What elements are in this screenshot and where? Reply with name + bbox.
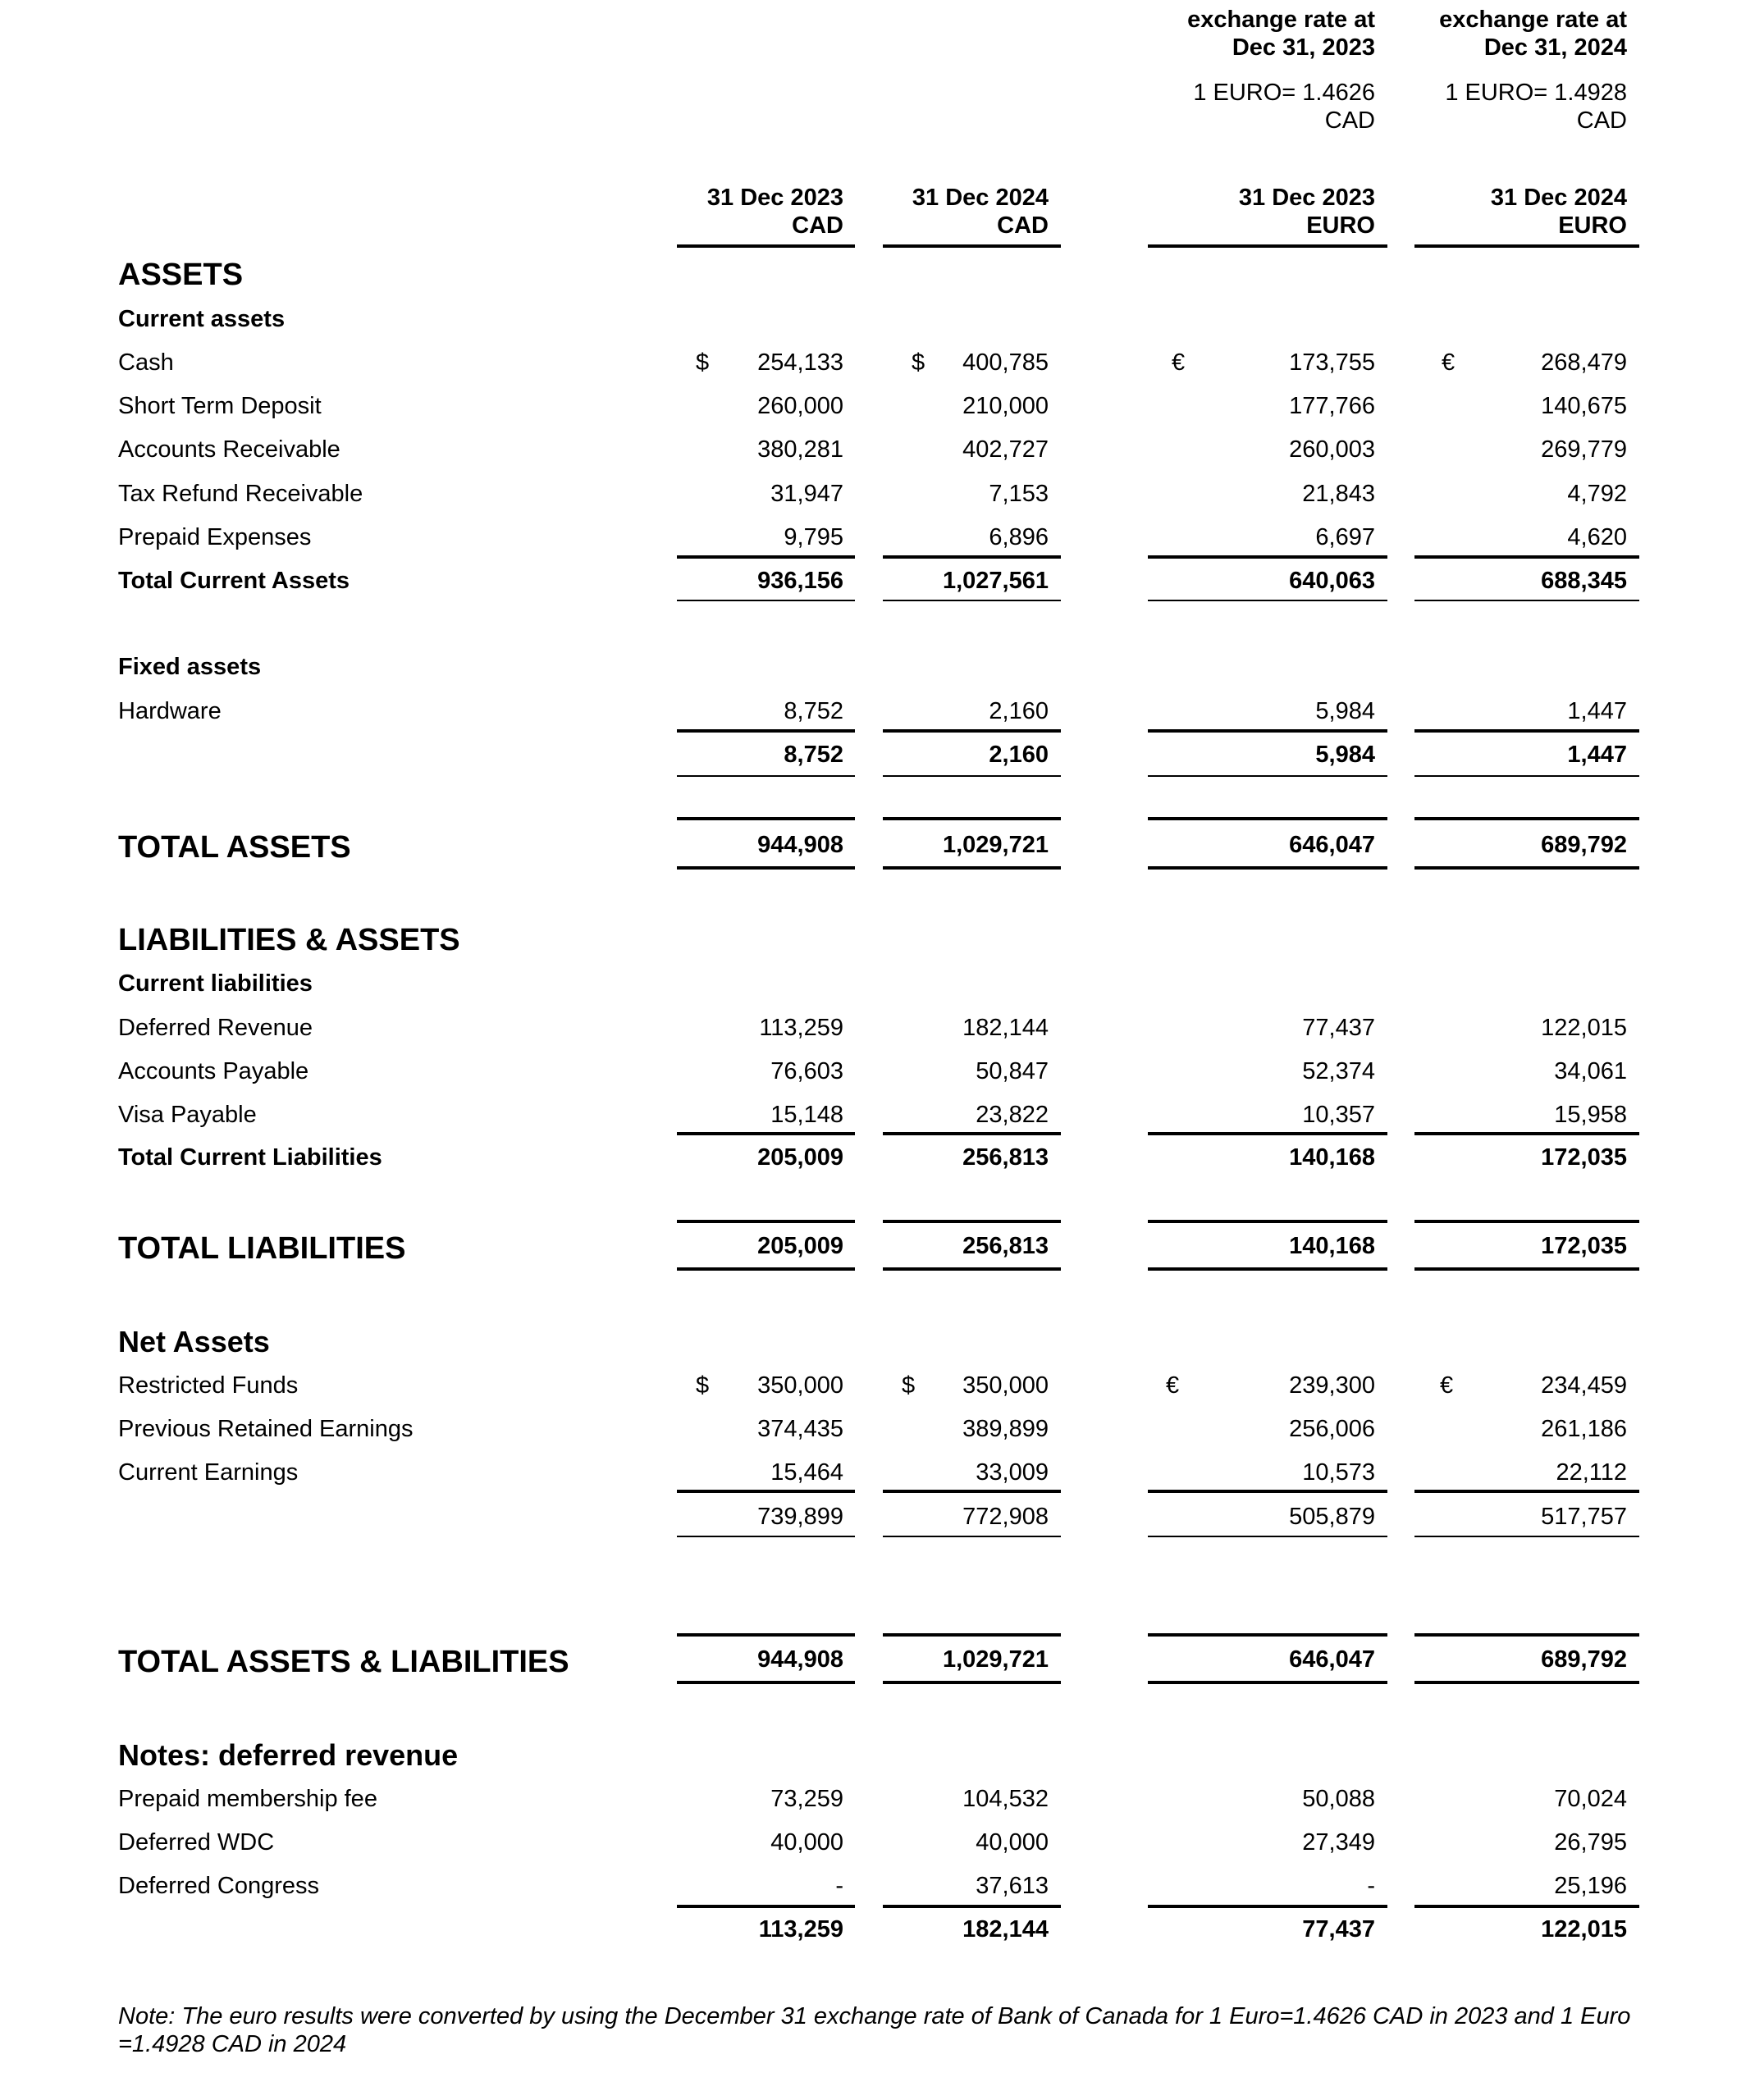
row-label-accounts-payable: Accounts Payable	[118, 1058, 309, 1084]
row-label-prepaid-expenses: Prepaid Expenses	[118, 524, 312, 550]
exchange-rate-title-line2: Dec 31, 2023	[1232, 34, 1375, 61]
cell-value: 239,300	[1289, 1372, 1375, 1399]
total-rule	[1148, 1536, 1387, 1537]
subtotal-rule	[883, 729, 1061, 733]
header-rule	[677, 244, 855, 248]
header-rule	[883, 244, 1061, 248]
current-assets-heading: Current assets	[118, 306, 286, 332]
total-value: 140,168	[1289, 1233, 1375, 1259]
total-rule	[883, 1536, 1061, 1537]
cell-value: 261,186	[1541, 1416, 1627, 1442]
cell-value: 402,727	[962, 436, 1049, 463]
cell-value: -	[835, 1873, 843, 1899]
footnote: Note: The euro results were converted by using the December 31 exchange rate of Bank of Canada for 1 Euro=1.4626 CAD in 2023 and 1 Euro =1.4928 CAD in 2024	[118, 2003, 1631, 2057]
exchange-rate-title-line1: exchange rate at	[1439, 7, 1627, 33]
cell-value: 76,603	[770, 1058, 843, 1084]
total-value: 1,027,561	[942, 568, 1049, 594]
grand-total-rule	[883, 1633, 1061, 1637]
total-value: 172,035	[1541, 1233, 1627, 1259]
dollar-symbol: $	[902, 1372, 916, 1399]
column-header-currency: CAD	[997, 212, 1049, 239]
row-label-cash: Cash	[118, 349, 174, 376]
row-label-deferred-revenue: Deferred Revenue	[118, 1015, 313, 1041]
cell-value: 173,755	[1289, 349, 1375, 376]
subtotal-rule	[1414, 555, 1639, 559]
cell-value: 52,374	[1302, 1058, 1375, 1084]
current-liabilities-heading: Current liabilities	[118, 970, 313, 997]
subtotal-rule	[677, 1490, 855, 1493]
total-value: 944,908	[757, 832, 843, 858]
subtotal-rule	[1414, 1490, 1639, 1493]
cell-value: 177,766	[1289, 393, 1375, 419]
subtotal-rule	[883, 1132, 1061, 1135]
total-assets-liabilities-label: TOTAL ASSETS & LIABILITIES	[118, 1645, 569, 1679]
total-value: 1,447	[1567, 742, 1627, 768]
total-value: 505,879	[1289, 1504, 1375, 1530]
grand-total-rule	[677, 866, 855, 870]
total-value: 772,908	[962, 1504, 1049, 1530]
cell-value: 268,479	[1541, 349, 1627, 376]
column-header-currency: EURO	[1558, 212, 1627, 239]
dollar-symbol: $	[696, 1372, 710, 1399]
total-value: 688,345	[1541, 568, 1627, 594]
total-value: 77,437	[1302, 1916, 1375, 1942]
cell-value: 182,144	[962, 1015, 1049, 1041]
row-label-tax-refund-receivable: Tax Refund Receivable	[118, 481, 363, 507]
total-assets-label: TOTAL ASSETS	[118, 830, 351, 865]
total-value: 256,813	[962, 1233, 1049, 1259]
subtotal-rule	[677, 1132, 855, 1135]
euro-symbol: €	[1172, 349, 1186, 376]
cell-value: 10,357	[1302, 1102, 1375, 1128]
column-header-date: 31 Dec 2024	[912, 185, 1049, 211]
cell-value: 4,620	[1567, 524, 1627, 550]
grand-total-rule	[1414, 1220, 1639, 1223]
row-label-hardware: Hardware	[118, 698, 222, 724]
cell-value: 23,822	[976, 1102, 1049, 1128]
subtotal-rule	[883, 1905, 1061, 1908]
euro-symbol: €	[1166, 1372, 1180, 1399]
euro-symbol: €	[1440, 1372, 1454, 1399]
grand-total-rule	[883, 866, 1061, 870]
grand-total-rule	[1148, 1633, 1387, 1637]
grand-total-rule	[883, 1267, 1061, 1271]
subtotal-rule	[1414, 1132, 1639, 1135]
total-value: 205,009	[757, 1144, 843, 1171]
grand-total-rule	[1414, 866, 1639, 870]
grand-total-rule	[1414, 817, 1639, 820]
column-header-currency: CAD	[792, 212, 843, 239]
cell-value: 9,795	[784, 524, 843, 550]
cell-value: 374,435	[757, 1416, 843, 1442]
net-assets-heading: Net Assets	[118, 1325, 270, 1358]
fixed-assets-heading: Fixed assets	[118, 654, 262, 680]
total-rule	[677, 775, 855, 777]
cell-value: 8,752	[784, 698, 843, 724]
total-value: 944,908	[757, 1646, 843, 1673]
exchange-rate-value-line1: 1 EURO= 1.4928	[1445, 80, 1627, 106]
subtotal-rule	[677, 729, 855, 733]
assets-heading: ASSETS	[118, 258, 244, 292]
euro-symbol: €	[1442, 349, 1456, 376]
cell-value: 256,006	[1289, 1416, 1375, 1442]
total-rule	[1414, 1536, 1639, 1537]
dollar-symbol: $	[696, 349, 710, 376]
cell-value: 50,088	[1302, 1786, 1375, 1812]
cell-value: 350,000	[962, 1372, 1049, 1399]
cell-value: 4,792	[1567, 481, 1627, 507]
exchange-rate-2023-title	[1129, 6, 1375, 62]
exchange-rate-value-line1: 1 EURO= 1.4626	[1193, 80, 1375, 106]
total-value: 689,792	[1541, 832, 1627, 858]
exchange-rate-value-line2: CAD	[1324, 107, 1375, 134]
subtotal-rule	[1148, 729, 1387, 733]
total-rule	[883, 775, 1061, 777]
grand-total-rule	[1414, 1681, 1639, 1684]
grand-total-rule	[1148, 1267, 1387, 1271]
cell-value: 113,259	[759, 1015, 843, 1041]
row-label-total-current-assets: Total Current Assets	[118, 568, 350, 594]
total-value: 646,047	[1289, 832, 1375, 858]
exchange-rate-2023-value	[1129, 79, 1375, 135]
total-value: 172,035	[1541, 1144, 1627, 1171]
cell-value: 6,697	[1315, 524, 1375, 550]
grand-total-rule	[883, 1220, 1061, 1223]
cell-value: 389,899	[962, 1416, 1049, 1442]
cell-value: 269,779	[1541, 436, 1627, 463]
cell-value: 2,160	[989, 698, 1049, 724]
total-liabilities-label: TOTAL LIABILITIES	[118, 1231, 406, 1266]
total-value: 640,063	[1289, 568, 1375, 594]
cell-value: 33,009	[976, 1459, 1049, 1486]
cell-value: 73,259	[770, 1786, 843, 1812]
row-label-deferred-wdc: Deferred WDC	[118, 1829, 275, 1856]
total-rule	[1414, 775, 1639, 777]
cell-value: 15,958	[1554, 1102, 1627, 1128]
header-rule	[1414, 244, 1639, 248]
subtotal-rule	[677, 555, 855, 559]
exchange-rate-2024-title	[1381, 6, 1627, 62]
row-label-current-earnings: Current Earnings	[118, 1459, 299, 1486]
grand-total-rule	[677, 1267, 855, 1271]
cell-value: 40,000	[976, 1829, 1049, 1856]
column-header-euro-2024	[1381, 184, 1627, 240]
row-label-total-current-liabilities: Total Current Liabilities	[118, 1144, 382, 1171]
total-rule	[1148, 775, 1387, 777]
cell-value: 234,459	[1541, 1372, 1627, 1399]
total-value: 1,029,721	[942, 1646, 1049, 1673]
grand-total-rule	[1414, 1633, 1639, 1637]
deferred-revenue-notes-heading: Notes: deferred revenue	[118, 1738, 459, 1772]
cell-value: 27,349	[1302, 1829, 1375, 1856]
exchange-rate-value-line2: CAD	[1576, 107, 1627, 134]
subtotal-rule	[1148, 1132, 1387, 1135]
total-rule	[677, 1536, 855, 1537]
cell-value: 350,000	[757, 1372, 843, 1399]
total-rule	[883, 600, 1061, 601]
total-value: 739,899	[757, 1504, 843, 1530]
total-value: 1,029,721	[942, 832, 1049, 858]
grand-total-rule	[677, 1681, 855, 1684]
cell-value: 22,112	[1556, 1459, 1627, 1486]
total-value: 517,757	[1541, 1504, 1627, 1530]
column-header-currency: EURO	[1306, 212, 1375, 239]
cell-value: 34,061	[1554, 1058, 1627, 1084]
total-value: 5,984	[1315, 742, 1375, 768]
total-value: 122,015	[1541, 1916, 1627, 1942]
subtotal-rule	[1148, 1905, 1387, 1908]
cell-value: 6,896	[989, 524, 1049, 550]
grand-total-rule	[883, 1681, 1061, 1684]
column-header-cad-2024	[802, 184, 1049, 240]
cell-value: 140,675	[1541, 393, 1627, 419]
grand-total-rule	[1148, 866, 1387, 870]
cell-value: 254,133	[757, 349, 843, 376]
column-header-date: 31 Dec 2023	[706, 185, 843, 211]
cell-value: 15,148	[770, 1102, 843, 1128]
total-value: 140,168	[1289, 1144, 1375, 1171]
total-rule	[1414, 600, 1639, 601]
grand-total-rule	[677, 1633, 855, 1637]
column-header-euro-2023	[1129, 184, 1375, 240]
grand-total-rule	[1414, 1267, 1639, 1271]
column-header-date: 31 Dec 2024	[1490, 185, 1627, 211]
cell-value: 7,153	[989, 481, 1049, 507]
total-value: 936,156	[757, 568, 843, 594]
total-value: 182,144	[962, 1916, 1049, 1942]
cell-value: 70,024	[1554, 1786, 1627, 1812]
cell-value: 25,196	[1554, 1873, 1627, 1899]
column-header-date: 31 Dec 2023	[1238, 185, 1375, 211]
row-label-restricted-funds: Restricted Funds	[118, 1372, 299, 1399]
exchange-rate-2024-value	[1381, 79, 1627, 135]
cell-value: 260,003	[1289, 436, 1375, 463]
row-label-short-term-deposit: Short Term Deposit	[118, 393, 322, 419]
total-value: 646,047	[1289, 1646, 1375, 1673]
total-rule	[677, 600, 855, 601]
dollar-symbol: $	[912, 349, 925, 376]
subtotal-rule	[677, 1905, 855, 1908]
subtotal-rule	[883, 555, 1061, 559]
cell-value: 5,984	[1315, 698, 1375, 724]
subtotal-rule	[1414, 729, 1639, 733]
grand-total-rule	[883, 817, 1061, 820]
row-label-accounts-receivable: Accounts Receivable	[118, 436, 340, 463]
total-rule	[1148, 600, 1387, 601]
cell-value: 26,795	[1554, 1829, 1627, 1856]
cell-value: 104,532	[962, 1786, 1049, 1812]
cell-value: 77,437	[1302, 1015, 1375, 1041]
subtotal-rule	[1148, 555, 1387, 559]
liabilities-heading: LIABILITIES & ASSETS	[118, 923, 460, 957]
cell-value: 10,573	[1302, 1459, 1375, 1486]
row-label-visa-payable: Visa Payable	[118, 1102, 257, 1128]
grand-total-rule	[1148, 1681, 1387, 1684]
cell-value: 260,000	[757, 393, 843, 419]
cell-value: 400,785	[962, 349, 1049, 376]
total-value: 256,813	[962, 1144, 1049, 1171]
cell-value: 380,281	[757, 436, 843, 463]
subtotal-rule	[883, 1490, 1061, 1493]
total-value: 2,160	[989, 742, 1049, 768]
row-label-prepaid-membership-fee: Prepaid membership fee	[118, 1786, 377, 1812]
cell-value: 122,015	[1541, 1015, 1627, 1041]
cell-value: 50,847	[976, 1058, 1049, 1084]
total-value: 8,752	[784, 742, 843, 768]
cell-value: 40,000	[770, 1829, 843, 1856]
total-value: 689,792	[1541, 1646, 1627, 1673]
subtotal-rule	[1414, 1905, 1639, 1908]
cell-value: 1,447	[1567, 698, 1627, 724]
total-value: 205,009	[757, 1233, 843, 1259]
cell-value: 31,947	[770, 481, 843, 507]
cell-value: 210,000	[962, 393, 1049, 419]
exchange-rate-title-line1: exchange rate at	[1187, 7, 1375, 33]
grand-total-rule	[677, 817, 855, 820]
cell-value: -	[1367, 1873, 1375, 1899]
header-rule	[1148, 244, 1387, 248]
grand-total-rule	[1148, 1220, 1387, 1223]
cell-value: 21,843	[1302, 481, 1375, 507]
subtotal-rule	[1148, 1490, 1387, 1493]
grand-total-rule	[677, 1220, 855, 1223]
grand-total-rule	[1148, 817, 1387, 820]
row-label-deferred-congress: Deferred Congress	[118, 1873, 319, 1899]
row-label-previous-retained-earnings: Previous Retained Earnings	[118, 1416, 414, 1442]
total-value: 113,259	[758, 1916, 843, 1942]
cell-value: 37,613	[976, 1873, 1049, 1899]
cell-value: 15,464	[770, 1459, 843, 1486]
exchange-rate-title-line2: Dec 31, 2024	[1483, 34, 1627, 61]
